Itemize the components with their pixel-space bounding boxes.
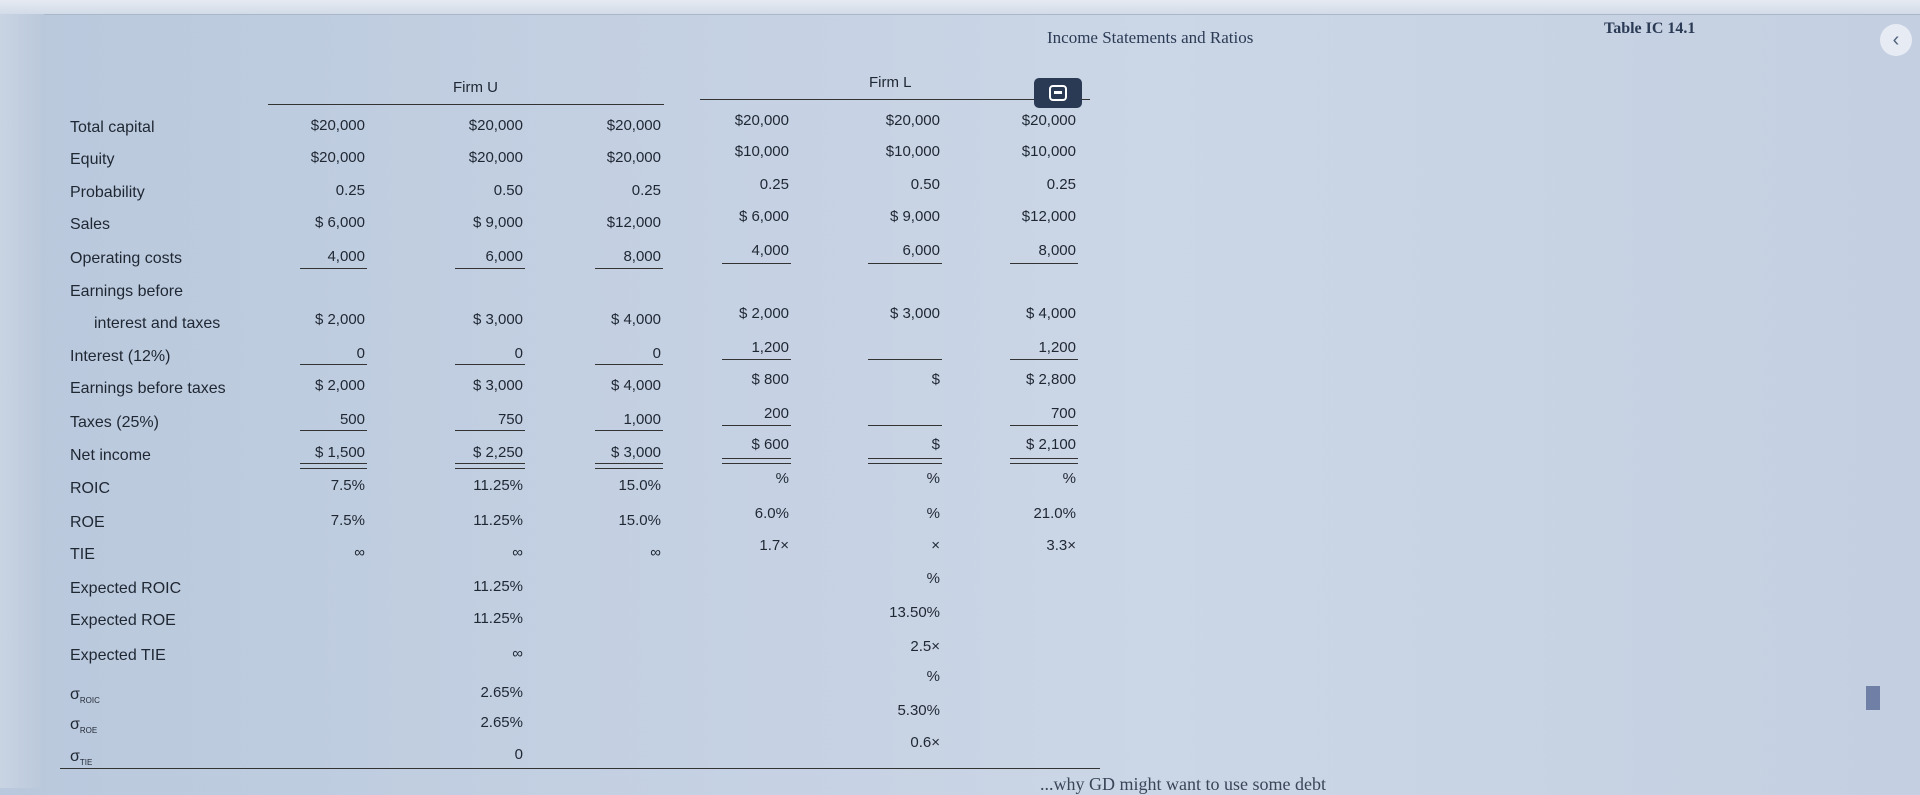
- cell-c5-r0: $20,000: [1021, 112, 1076, 129]
- cell-c1-r10: 11.25%: [473, 477, 523, 494]
- cell-c4-r17: 5.30%: [897, 702, 940, 719]
- cell-c2-r12: ∞: [650, 544, 661, 561]
- cell-c5-r12: 3.3×: [1046, 537, 1076, 554]
- table-id: Table IC 14.1: [1604, 20, 1696, 37]
- cell-c3-r3: $ 6,000: [738, 208, 789, 225]
- row-label-interest-and-taxes: interest and taxes: [94, 315, 221, 332]
- cell-c5-r11: 21.0%: [1033, 505, 1076, 522]
- cell-c1-r18: 0: [514, 746, 523, 763]
- cell-c4-r9: $: [931, 436, 940, 453]
- cell-c3-r10: %: [775, 470, 789, 487]
- underline: [595, 364, 663, 365]
- row-label-roic: ROIC: [70, 480, 110, 497]
- cell-c0-r0: $20,000: [310, 117, 365, 134]
- row-label-operating-costs: Operating costs: [70, 250, 183, 267]
- cell-c5-r2: 0.25: [1046, 176, 1076, 193]
- row-label-net-income: Net income: [70, 447, 151, 464]
- cell-c5-r3: $12,000: [1021, 208, 1076, 225]
- cell-c2-r5: $ 4,000: [610, 311, 661, 328]
- row-label-tie: TIE: [70, 546, 95, 563]
- double-underline: [1010, 458, 1078, 464]
- underline: [722, 359, 791, 360]
- cell-c4-r0: $20,000: [885, 112, 940, 129]
- cell-c2-r10: 15.0%: [618, 477, 661, 494]
- left-panel: [0, 14, 44, 788]
- cell-c3-r0: $20,000: [734, 112, 789, 129]
- underline: [455, 364, 525, 365]
- cell-c0-r2: 0.25: [335, 182, 365, 199]
- cell-c1-r1: $20,000: [468, 149, 523, 166]
- row-label-expected-roic: Expected ROIC: [70, 580, 182, 597]
- underline: [300, 268, 367, 269]
- cell-c0-r11: 7.5%: [330, 512, 365, 529]
- cell-c2-r3: $12,000: [606, 214, 661, 231]
- cell-c5-r8: 700: [1050, 405, 1076, 422]
- cell-c1-r3: $ 9,000: [472, 214, 523, 231]
- row-label-expected-roe: Expected ROE: [70, 612, 176, 629]
- cell-c4-r11: %: [926, 505, 940, 522]
- cell-c5-r1: $10,000: [1021, 143, 1076, 160]
- row-label-sales: Sales: [70, 216, 111, 233]
- firm-l-header: Firm L: [869, 74, 912, 91]
- cell-c1-r5: $ 3,000: [472, 311, 523, 328]
- row-label-ebt: Earnings before taxes: [70, 380, 226, 397]
- cell-c4-r1: $10,000: [885, 143, 940, 160]
- underline: [722, 263, 791, 264]
- cell-c0-r4: 4,000: [327, 248, 365, 265]
- cell-c1-r0: $20,000: [468, 117, 523, 134]
- row-label-sigma-roe: $\sigma_{ROE}$: [70, 716, 98, 736]
- cell-c2-r11: 15.0%: [618, 512, 661, 529]
- cell-c4-r3: $ 9,000: [889, 208, 940, 225]
- row-label-expected-tie: Expected TIE: [70, 647, 166, 664]
- cell-c1-r13: 11.25%: [473, 578, 523, 595]
- cell-c3-r1: $10,000: [734, 143, 789, 160]
- cell-c2-r2: 0.25: [631, 182, 661, 199]
- cell-c4-r2: 0.50: [910, 176, 940, 193]
- scrollbar-thumb[interactable]: [1866, 686, 1880, 710]
- cell-c4-r16: %: [926, 668, 940, 685]
- cell-c1-r15: ∞: [512, 645, 523, 662]
- cell-c5-r10: %: [1062, 470, 1076, 487]
- underline: [455, 430, 525, 431]
- cell-c1-r4: 6,000: [485, 248, 523, 265]
- underline: [455, 268, 525, 269]
- cell-c1-r12: ∞: [512, 544, 523, 561]
- cell-c5-r9: $ 2,100: [1025, 436, 1076, 453]
- underline: [868, 425, 942, 426]
- bottom-body-text: ...why GD might want to use some debt: [1040, 774, 1326, 794]
- cell-c4-r12: ×: [931, 537, 940, 554]
- cell-c3-r2: 0.25: [759, 176, 789, 193]
- cell-c4-r15: 2.5×: [910, 638, 940, 655]
- underline: [300, 430, 367, 431]
- row-label-equity: Equity: [70, 151, 115, 168]
- row-label-total-capital: Total capital: [70, 119, 155, 136]
- cell-c0-r3: $ 6,000: [314, 214, 365, 231]
- cell-c3-r7: $ 800: [751, 371, 789, 388]
- section-title: Income Statements and Ratios: [1047, 28, 1254, 47]
- cell-c4-r14: 13.50%: [889, 604, 940, 621]
- cell-c1-r9: $ 2,250: [472, 444, 523, 461]
- cell-c3-r9: $ 600: [751, 436, 789, 453]
- row-label-roe: ROE: [70, 514, 105, 531]
- cell-c1-r16: 2.65%: [480, 684, 523, 701]
- cell-c2-r8: 1,000: [623, 411, 661, 428]
- firm-u-rule: [268, 104, 664, 105]
- copy-icon: [1048, 84, 1068, 102]
- double-underline: [300, 463, 367, 469]
- row-label-interest: Interest (12%): [70, 348, 171, 365]
- window-top-bar: [0, 0, 1920, 15]
- row-label-probability: Probability: [70, 184, 145, 201]
- cell-c4-r13: %: [926, 570, 940, 587]
- cell-c1-r11: 11.25%: [473, 512, 523, 529]
- cell-c0-r7: $ 2,000: [314, 377, 365, 394]
- cell-c2-r7: $ 4,000: [610, 377, 661, 394]
- collapse-panel-button[interactable]: ‹: [1880, 24, 1912, 56]
- cell-c0-r10: 7.5%: [330, 477, 365, 494]
- cell-c3-r6: 1,200: [751, 339, 789, 356]
- firm-l-rule: [700, 99, 1090, 100]
- cell-c4-r4: 6,000: [902, 242, 940, 259]
- row-label-sigma-tie: $\sigma_{TIE}$: [70, 748, 93, 768]
- cell-c1-r8: 750: [497, 411, 523, 428]
- cell-c1-r7: $ 3,000: [472, 377, 523, 394]
- underline: [868, 359, 942, 360]
- firm-u-header: Firm U: [453, 79, 498, 96]
- table-bottom-rule: [60, 768, 1100, 769]
- cell-c0-r1: $20,000: [310, 149, 365, 166]
- row-label-taxes: Taxes (25%): [70, 414, 159, 431]
- underline: [868, 263, 942, 264]
- cell-c5-r6: 1,200: [1038, 339, 1076, 356]
- cell-c1-r17: 2.65%: [480, 714, 523, 731]
- double-underline: [595, 463, 663, 469]
- double-underline: [455, 463, 525, 469]
- cell-c4-r5: $ 3,000: [889, 305, 940, 322]
- cell-c2-r0: $20,000: [606, 117, 661, 134]
- row-label-sigma-roic: $\sigma_{ROIC}$: [70, 686, 100, 706]
- cell-c4-r18: 0.6×: [910, 734, 940, 751]
- cell-c2-r9: $ 3,000: [610, 444, 661, 461]
- underline: [1010, 425, 1078, 426]
- underline: [722, 425, 791, 426]
- double-underline: [722, 458, 791, 464]
- cell-c4-r7: $: [931, 371, 940, 388]
- cell-c5-r5: $ 4,000: [1025, 305, 1076, 322]
- cell-c1-r2: 0.50: [493, 182, 523, 199]
- cell-c0-r9: $ 1,500: [314, 444, 365, 461]
- row-label-earnings-before: Earnings before: [70, 283, 183, 300]
- cell-c4-r10: %: [926, 470, 940, 487]
- double-underline: [868, 458, 942, 464]
- cell-c3-r4: 4,000: [751, 242, 789, 259]
- cell-c5-r7: $ 2,800: [1025, 371, 1076, 388]
- underline: [595, 430, 663, 431]
- copy-icon-button[interactable]: [1034, 78, 1082, 108]
- underline: [595, 268, 663, 269]
- underline: [1010, 263, 1078, 264]
- cell-c3-r8: 200: [763, 405, 789, 422]
- cell-c0-r6: 0: [356, 345, 365, 362]
- cell-c2-r1: $20,000: [606, 149, 661, 166]
- cell-c1-r14: 11.25%: [473, 610, 523, 627]
- cell-c0-r8: 500: [339, 411, 365, 428]
- cell-c5-r4: 8,000: [1038, 242, 1076, 259]
- cell-c2-r4: 8,000: [623, 248, 661, 265]
- cell-c2-r6: 0: [652, 345, 661, 362]
- cell-c3-r5: $ 2,000: [738, 305, 789, 322]
- cell-c0-r5: $ 2,000: [314, 311, 365, 328]
- cell-c0-r12: ∞: [354, 544, 365, 561]
- underline: [1010, 359, 1078, 360]
- cell-c3-r12: 1.7×: [759, 537, 789, 554]
- cell-c3-r11: 6.0%: [754, 505, 789, 522]
- cell-c1-r6: 0: [514, 345, 523, 362]
- underline: [300, 364, 367, 365]
